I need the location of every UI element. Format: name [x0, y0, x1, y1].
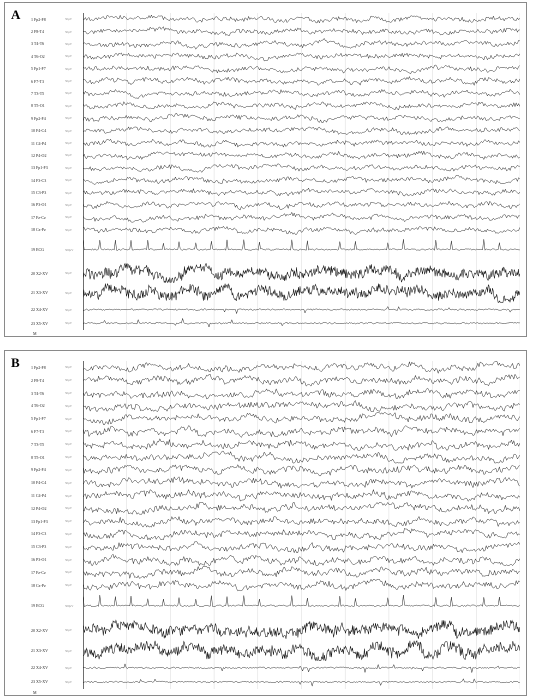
panel-letter: B	[11, 355, 20, 370]
channel-scale: 50µV	[65, 391, 72, 396]
channel-label: 23 X5-XV	[31, 679, 48, 685]
channel-label: 3 T4-T6	[31, 390, 45, 396]
channel-scale: 50µV	[65, 557, 72, 562]
channel-label: 17 Fz-Cz	[31, 569, 46, 575]
eeg-panel-a	[4, 2, 527, 337]
channel-scale: 50µV	[65, 66, 72, 71]
channel-label: 11 C4-P4	[31, 493, 47, 499]
channel-scale: 50µV	[65, 416, 72, 421]
channel-scale: 50µV	[65, 215, 72, 220]
channel-scale: 50µV	[65, 29, 72, 34]
channel-label: 9 Fp2-F4	[31, 115, 46, 121]
channel-scale: 50µV	[65, 531, 72, 536]
channel-label: 5 Fp1-F7	[31, 66, 46, 72]
channel-label: 14 F3-C3	[31, 531, 47, 537]
channel-scale: 50µV	[65, 116, 72, 121]
channel-label: 23 X5-XV	[31, 320, 48, 326]
channel-label: 21 X3-XV	[31, 290, 48, 296]
channel-scale: 50µV	[65, 493, 72, 498]
channel-scale: 50µV	[65, 321, 72, 326]
channel-scale: 500µV	[65, 603, 74, 608]
channel-label: 15 C3-P3	[31, 544, 47, 550]
channel-scale: 50µV	[65, 365, 72, 370]
channel-label-column	[31, 13, 84, 330]
channel-label: 7 T3-T5	[31, 90, 45, 96]
channel-scale: 50µV	[65, 153, 72, 158]
channel-label: 21 X3-XV	[31, 648, 48, 654]
channel-scale: 50µV	[65, 165, 72, 170]
channel-scale: 50µV	[65, 519, 72, 524]
eeg-traces	[83, 13, 520, 330]
channel-scale: 50µV	[65, 290, 72, 295]
channel-scale: 50µV	[65, 202, 72, 207]
channel-scale: 50µV	[65, 190, 72, 195]
channel-scale: 50µV	[65, 442, 72, 447]
channel-scale: 50µV	[65, 17, 72, 22]
channel-scale: 50µV	[65, 665, 72, 670]
channel-label: 10 F4-C4	[31, 128, 47, 134]
channel-label: 18 Cz-Pz	[31, 582, 46, 588]
channel-label: 22 X4-XV	[31, 307, 48, 313]
marker-label: M	[33, 331, 37, 336]
channel-scale: 50µV	[65, 429, 72, 434]
channel-label: 19 ECG	[31, 247, 44, 252]
channel-scale: 50µV	[65, 403, 72, 408]
channel-label: 18 Cz-Pz	[31, 227, 46, 233]
channel-label: 14 F3-C3	[31, 177, 47, 183]
channel-label: 2 F8-T4	[31, 377, 44, 383]
channel-scale: 50µV	[65, 41, 72, 46]
channel-label: 8 T5-O1	[31, 103, 45, 109]
channel-scale: 50µV	[65, 628, 72, 633]
channel-scale: 50µV	[65, 570, 72, 575]
channel-label: 11 C4-P4	[31, 140, 47, 146]
channel-scale: 50µV	[65, 178, 72, 183]
channel-scale: 50µV	[65, 544, 72, 549]
channel-scale: 50µV	[65, 91, 72, 96]
channel-scale: 50µV	[65, 378, 72, 383]
channel-label: 1 Fp2-F8	[31, 364, 46, 370]
channel-label: 20 X2-XV	[31, 270, 48, 276]
channel-scale: 500µV	[65, 247, 74, 252]
channel-label: 13 Fp1-F3	[31, 165, 48, 171]
marker-label: M	[33, 690, 37, 695]
channel-label: 13 Fp1-F3	[31, 518, 48, 524]
eeg-traces	[83, 361, 520, 689]
channel-label: 16 P3-O1	[31, 202, 47, 208]
channel-label: 7 T3-T5	[31, 441, 45, 447]
channel-scale: 50µV	[65, 103, 72, 108]
channel-scale: 50µV	[65, 467, 72, 472]
channel-label: 15 C3-P3	[31, 190, 47, 196]
channel-scale: 50µV	[65, 480, 72, 485]
channel-scale: 50µV	[65, 128, 72, 133]
channel-scale: 50µV	[65, 506, 72, 511]
channel-scale: 50µV	[65, 307, 72, 312]
channel-label: 2 F8-T4	[31, 29, 44, 35]
trace-area[interactable]	[83, 361, 520, 689]
channel-label: 8 T5-O1	[31, 454, 45, 460]
channel-scale: 50µV	[65, 271, 72, 276]
channel-label: 22 X4-XV	[31, 665, 48, 671]
channel-label: 6 F7-T3	[31, 78, 44, 84]
channel-label: 12 P4-O2	[31, 152, 47, 158]
channel-scale: 50µV	[65, 141, 72, 146]
channel-scale: 50µV	[65, 227, 72, 232]
channel-label: 4 T6-O2	[31, 53, 45, 59]
channel-scale: 50µV	[65, 54, 72, 59]
channel-scale: 50µV	[65, 79, 72, 84]
channel-label: 4 T6-O2	[31, 403, 45, 409]
channel-label-column	[31, 361, 84, 689]
channel-label: 5 Fp1-F7	[31, 416, 46, 422]
channel-label: 17 Fz-Cz	[31, 214, 46, 220]
channel-scale: 50µV	[65, 648, 72, 653]
panel-letter: A	[11, 7, 21, 22]
eeg-panel-b	[4, 350, 527, 696]
channel-label: 9 Fp2-F4	[31, 467, 46, 473]
channel-label: 6 F7-T3	[31, 428, 44, 434]
channel-label: 19 ECG	[31, 603, 44, 609]
channel-label: 12 P4-O2	[31, 505, 47, 511]
channel-label: 20 X2-XV	[31, 627, 48, 633]
channel-scale: 50µV	[65, 455, 72, 460]
channel-label: 1 Fp2-F8	[31, 16, 46, 22]
channel-scale: 50µV	[65, 679, 72, 684]
trace-area[interactable]	[83, 13, 520, 330]
channel-label: 16 P3-O1	[31, 557, 47, 563]
channel-label: 3 T4-T6	[31, 41, 45, 47]
channel-scale: 50µV	[65, 583, 72, 588]
channel-label: 10 F4-C4	[31, 480, 47, 486]
